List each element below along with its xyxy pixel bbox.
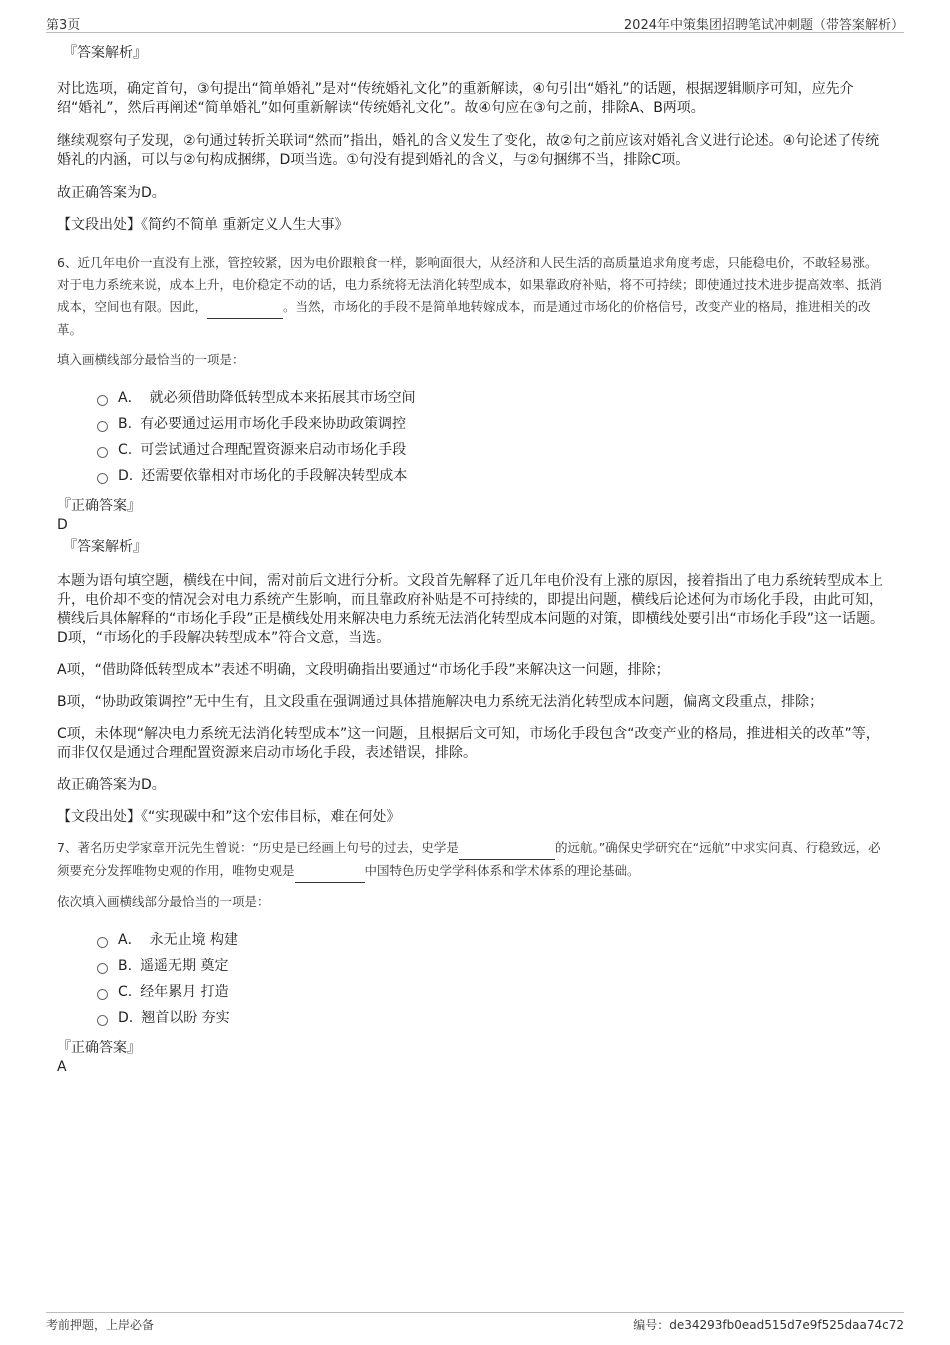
footer-slogan: 考前押题，上岸必备 [46,1318,155,1332]
option-d[interactable]: D. 翘首以盼 夯实 [97,1005,887,1031]
option-c[interactable]: C. 经年累月 打造 [97,979,887,1005]
question-stem: 7、著名历史学家章开沅先生曾说：“历史是已经画上句号的过去，史学是 的远航。”确保史学研究在“远航”中求实问真、行稳致远，必须要充分发挥唯物史观的作用，唯物史观是 中国特色历史学学科体系和学术体系的理论基础。 [57,837,887,883]
analysis-paragraph: 对比选项，确定首句，③句提出“简单婚礼”是对“传统婚礼文化”的重新解读，④句引出“婚礼”的话题，根据逻辑顺序可知，应先介绍“婚礼”，然后再阐述“简单婚礼”如何重新解读“传统婚礼文化”。故④句应在③句之前，排除A、B两项。 [57,81,854,116]
source-citation: 【文段出处】《简约不简单 重新定义人生大事》 [57,217,349,233]
radio-icon[interactable] [97,395,108,406]
option-b[interactable]: B. 遥遥无期 奠定 [97,953,887,979]
option-list [97,385,887,489]
radio-icon[interactable] [97,447,108,458]
option-a[interactable]: A． 永无止境 构建 [97,927,887,953]
answer-analysis-label: 『答案解析』 [63,45,147,61]
option-a[interactable]: A． 就必须借助降低转型成本来拓展其市场空间 [97,385,887,411]
page-header [46,12,904,33]
radio-icon[interactable] [97,1015,108,1026]
correct-answer: A [57,1059,67,1075]
source-citation: 【文段出处】《“实现碳中和”这个宏伟目标，难在何处》 [57,809,401,825]
analysis-conclusion: 故正确答案为D。 [57,185,166,201]
page-number: 第3页 [46,18,81,33]
page-content [57,44,887,1077]
analysis-conclusion: 故正确答案为D。 [57,777,166,793]
fill-blank [459,837,555,860]
answer-analysis-label: 『答案解析』 [63,539,147,555]
analysis-paragraph: 本题为语句填空题，横线在中间，需对前后文进行分析。文段首先解释了近几年电价没有上涨的原因，接着指出了电力系统转型成本上升，电价却不变的情况会对电力系统产生影响，而且靠政府补贴是不可持续的，即提出问题，横线后论述何为市场化手段，由此可知，横线后具体解释的“市场化手段”正是横线处用来解决电力系统无法消化转型成本问题的对策，即横线处要引出“市场化手段”这一话题。D项，“市场化的手段解决转型成本”符合文意，当选。 [57,573,885,646]
analysis-paragraph: 继续观察句子发现，②句通过转折关联词“然而”指出，婚礼的含义发生了变化，故②句之前应该对婚礼含义进行论述。④句论述了传统婚礼的内涵，可以与②句构成捆绑，D项当选。①句没有提到婚礼的含义，与②句捆绑不当，排除C项。 [57,133,880,168]
option-list [97,927,887,1031]
fill-blank [295,860,365,883]
question-prompt: 依次填入画横线部分最恰当的一项是： [57,894,270,909]
document-code: 编号：de34293fb0ead515d7e9f525daa74c72 [633,1318,904,1332]
radio-icon[interactable] [97,421,108,432]
page-footer [46,1312,904,1337]
radio-icon[interactable] [97,963,108,974]
question-prompt: 填入画横线部分最恰当的一项是： [57,352,245,367]
option-c[interactable]: C. 可尝试通过合理配置资源来启动市场化手段 [97,437,887,463]
correct-answer-label: 『正确答案』 [57,1040,141,1056]
correct-answer: D [57,517,68,533]
document-title: 2024年中策集团招聘笔试冲刺题（带答案解析） [623,18,904,33]
radio-icon[interactable] [97,473,108,484]
correct-answer-label: 『正确答案』 [57,498,141,514]
analysis-paragraph: C项，未体现“解决电力系统无法消化转型成本”这一问题，且根据后文可知，市场化手段包含“改变产业的格局，推进相关的改革”等，而非仅仅是通过合理配置资源来启动市场化手段，表述错误，排除。 [57,726,880,761]
radio-icon[interactable] [97,937,108,948]
option-d[interactable]: D. 还需要依靠相对市场化的手段解决转型成本 [97,463,887,489]
option-b[interactable]: B. 有必要通过运用市场化手段来协助政策调控 [97,411,887,437]
analysis-paragraph: A项，“借助降低转型成本”表述不明确，文段明确指出要通过“市场化手段”来解决这一问题，排除； [57,662,670,678]
question-stem: 6、近几年电价一直没有上涨，管控较紧，因为电价跟粮食一样，影响面很大，从经济和人民生活的高质量追求角度考虑，只能稳电价，不敢轻易涨。对于电力系统来说，成本上升，电价稳定不动的话，电力系统将无法消化转型成本，如果靠政府补贴，将不可持续；即使通过技术进步提高效率、抵消成本，空间也有限。因此， 。当然，市场化的手段不是简单地转嫁成本，而是通过市场化的价格信号，改变产业的格局，推进相关的改革。 [57,255,883,337]
radio-icon[interactable] [97,989,108,1000]
analysis-paragraph: B项，“协助政策调控”无中生有，且文段重在强调通过具体措施解决电力系统无法消化转型成本问题，偏离文段重点，排除； [57,694,824,710]
fill-blank [207,296,283,319]
